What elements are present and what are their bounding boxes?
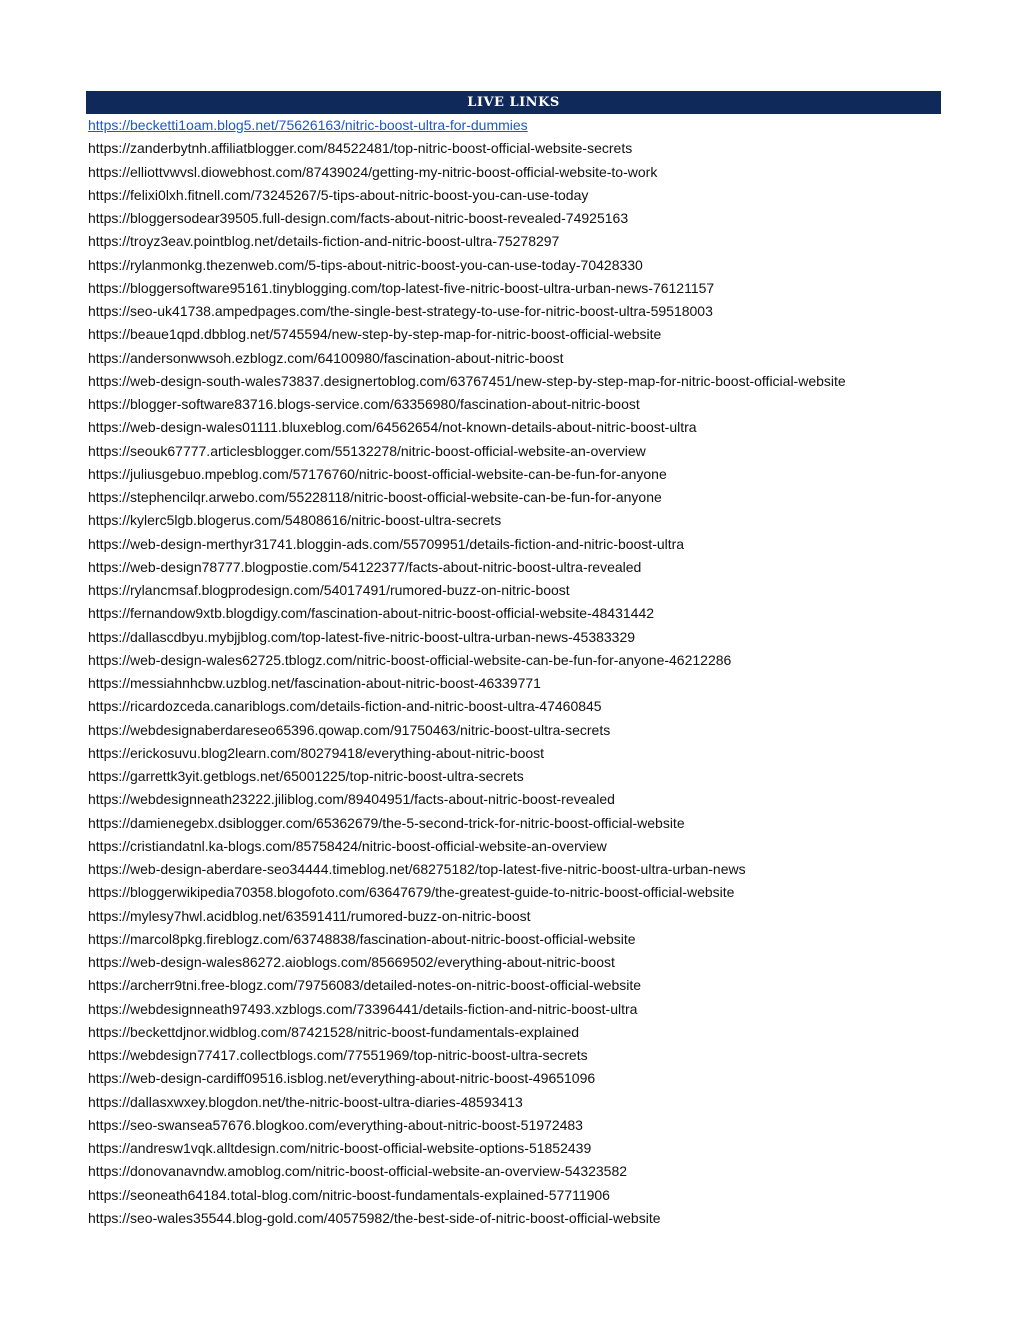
link-url[interactable]: https://bloggersodear39505.full-design.com/facts-about-nitric-boost-revealed-74925163 [88, 210, 629, 226]
link-url[interactable]: https://elliottvwvsl.diowebhost.com/87439024/getting-my-nitric-boost-official-website-to-work [88, 163, 658, 180]
list-item [86, 695, 941, 718]
link-url[interactable]: https://andresw1vqk.alltdesign.com/nitric-boost-official-website-options-51852439 [88, 1140, 592, 1156]
list-item [86, 1137, 941, 1160]
link-url[interactable]: https://dallasxwxey.blogdon.net/the-nitric-boost-ultra-diaries-48593413 [88, 1093, 523, 1110]
list-item [86, 579, 941, 602]
link-url[interactable]: https://web-design-cardiff09516.isblog.net/everything-about-nitric-boost-49651096 [88, 1070, 596, 1087]
list-item [86, 951, 941, 974]
list-item [86, 486, 941, 509]
link-url[interactable]: https://becketti1oam.blog5.net/75626163/nitric-boost-ultra-for-dummies [88, 117, 528, 133]
list-item [86, 974, 941, 997]
link-url[interactable]: https://web-design-wales62725.tblogz.com/nitric-boost-official-website-can-be-fun-for-anyone-46212286 [88, 651, 732, 668]
list-item [86, 347, 941, 370]
list-item [86, 835, 941, 858]
link-url[interactable]: https://bloggerwikipedia70358.blogofoto.com/63647679/the-greatest-guide-to-nitric-boost-official-website [88, 884, 735, 901]
list-item [86, 509, 941, 532]
link-url[interactable]: https://andersonwwsoh.ezblogz.com/64100980/fascination-about-nitric-boost [88, 349, 564, 366]
link-url[interactable]: https://troyz3eav.pointblog.net/details-fiction-and-nitric-boost-ultra-75278297 [88, 233, 560, 250]
link-url[interactable]: https://garrettk3yit.getblogs.net/65001225/top-nitric-boost-ultra-secrets [88, 768, 524, 784]
list-item [86, 905, 941, 928]
link-url[interactable]: https://ricardozceda.canariblogs.com/details-fiction-and-nitric-boost-ultra-47460845 [88, 698, 602, 715]
list-item [86, 649, 941, 672]
list-item [86, 602, 941, 625]
link-url[interactable]: https://web-design-wales01111.bluxeblog.com/64562654/not-known-details-about-nitric-boost-ultra [88, 419, 697, 436]
list-item [86, 1207, 941, 1230]
link-url[interactable]: https://webdesignneath97493.xzblogs.com/73396441/details-fiction-and-nitric-boost-ultra [88, 1000, 638, 1017]
link-url[interactable]: https://fernandow9xtb.blogdigy.com/fascination-about-nitric-boost-official-website-48431442 [88, 605, 655, 622]
link-url[interactable]: https://donovanavndw.amoblog.com/nitric-boost-official-website-an-overview-54323582 [88, 1163, 628, 1180]
list-item [86, 300, 941, 323]
live-links-header: LIVE LINKS [86, 91, 941, 114]
list-item [86, 277, 941, 300]
link-url[interactable]: https://mylesy7hwl.acidblog.net/63591411/rumored-buzz-on-nitric-boost [88, 907, 531, 924]
list-item [86, 788, 941, 811]
list-item [86, 812, 941, 835]
link-url[interactable]: https://archerr9tni.free-blogz.com/79756083/detailed-notes-on-nitric-boost-official-website [88, 977, 642, 994]
list-item [86, 323, 941, 346]
list-item [86, 742, 941, 765]
list-item [86, 1067, 941, 1090]
list-item [86, 998, 941, 1021]
list-item [86, 556, 941, 579]
link-url[interactable]: https://rylanmonkg.thezenweb.com/5-tips-about-nitric-boost-you-can-use-today-70428330 [88, 256, 643, 273]
list-item [86, 765, 941, 788]
list-item [86, 184, 941, 207]
list-item [86, 858, 941, 881]
link-url[interactable]: https://marcol8pkg.fireblogz.com/63748838/fascination-about-nitric-boost-official-website [88, 930, 636, 947]
link-url[interactable]: https://seo-uk41738.ampedpages.com/the-single-best-strategy-to-use-for-nitric-boost-ultra-59518003 [88, 303, 713, 319]
link-url[interactable]: https://beaue1qpd.dbblog.net/5745594/new-step-by-step-map-for-nitric-boost-official-website [88, 326, 662, 343]
list-item [86, 416, 941, 439]
link-url[interactable]: https://webdesignneath23222.jiliblog.com/89404951/facts-about-nitric-boost-revealed [88, 791, 615, 808]
list-item [86, 254, 941, 277]
link-url[interactable]: https://damienegebx.dsiblogger.com/65362679/the-5-second-trick-for-nitric-boost-official-website [88, 814, 685, 831]
link-url[interactable]: https://cristiandatnl.ka-blogs.com/85758424/nitric-boost-official-website-an-overview [88, 837, 607, 854]
link-url[interactable]: https://zanderbytnh.affiliatblogger.com/84522481/top-nitric-boost-official-website-secrets [88, 140, 633, 157]
list-item [86, 370, 941, 393]
list-item [86, 207, 941, 230]
link-url[interactable]: https://webdesignaberdareseo65396.qowap.com/91750463/nitric-boost-ultra-secrets [88, 721, 611, 738]
list-item [86, 881, 941, 904]
list-item [86, 137, 941, 160]
list-item [86, 114, 941, 137]
list-item [86, 161, 941, 184]
list-item [86, 1044, 941, 1067]
link-url[interactable]: https://kylerc5lgb.blogerus.com/54808616/nitric-boost-ultra-secrets [88, 512, 502, 529]
link-url[interactable]: https://bloggersoftware95161.tinyblogging.com/top-latest-five-nitric-boost-ultra-urban-news-76121157 [88, 279, 715, 296]
link-url[interactable]: https://web-design78777.blogpostie.com/54122377/facts-about-nitric-boost-ultra-revealed [88, 558, 642, 575]
list-item [86, 626, 941, 649]
list-item [86, 463, 941, 486]
list-item [86, 928, 941, 951]
list-item [86, 1091, 941, 1114]
link-url[interactable]: https://blogger-software83716.blogs-service.com/63356980/fascination-about-nitric-boost [88, 396, 640, 412]
links-sheet [86, 91, 941, 1230]
link-url[interactable]: https://seo-swansea57676.blogkoo.com/everything-about-nitric-boost-51972483 [88, 1116, 583, 1133]
link-url[interactable]: https://rylancmsaf.blogprodesign.com/54017491/rumored-buzz-on-nitric-boost [88, 582, 570, 598]
link-url[interactable]: https://seoneath64184.total-blog.com/nitric-boost-fundamentals-explained-57711906 [88, 1186, 610, 1203]
list-item [86, 393, 941, 416]
link-url[interactable]: https://felixi0lxh.fitnell.com/73245267/5-tips-about-nitric-boost-you-can-use-today [88, 186, 589, 203]
list-item [86, 1184, 941, 1207]
list-item [86, 230, 941, 253]
link-url[interactable]: https://juliusgebuo.mpeblog.com/57176760/nitric-boost-official-website-can-be-fun-for-anyone [88, 465, 667, 482]
link-url[interactable]: https://seouk67777.articlesblogger.com/55132278/nitric-boost-official-website-an-overview [88, 442, 646, 459]
links-list [86, 114, 941, 1230]
list-item [86, 719, 941, 742]
list-item [86, 533, 941, 556]
link-url[interactable]: https://dallascdbyu.mybjjblog.com/top-latest-five-nitric-boost-ultra-urban-news-45383329 [88, 628, 636, 645]
link-url[interactable]: https://web-design-wales86272.aioblogs.com/85669502/everything-about-nitric-boost [88, 954, 615, 970]
link-url[interactable]: https://webdesign77417.collectblogs.com/77551969/top-nitric-boost-ultra-secrets [88, 1047, 588, 1063]
list-item [86, 1160, 941, 1183]
link-url[interactable]: https://seo-wales35544.blog-gold.com/40575982/the-best-side-of-nitric-boost-official-website [88, 1209, 661, 1226]
list-item [86, 440, 941, 463]
link-url[interactable]: https://stephencilqr.arwebo.com/55228118/nitric-boost-official-website-can-be-fun-for-anyone [88, 489, 662, 505]
link-url[interactable]: https://erickosuvu.blog2learn.com/80279418/everything-about-nitric-boost [88, 744, 545, 761]
link-url[interactable]: https://beckettdjnor.widblog.com/87421528/nitric-boost-fundamentals-explained [88, 1023, 580, 1040]
list-item [86, 672, 941, 695]
link-url[interactable]: https://web-design-south-wales73837.designertoblog.com/63767451/new-step-by-step-map-for-nitric-boost-official-website [88, 372, 846, 389]
link-url[interactable]: https://messiahnhcbw.uzblog.net/fascination-about-nitric-boost-46339771 [88, 675, 541, 691]
link-url[interactable]: https://web-design-aberdare-seo34444.timeblog.net/68275182/top-latest-five-nitric-boost-ultra-urban-news [88, 861, 746, 877]
link-url[interactable]: https://web-design-merthyr31741.bloggin-ads.com/55709951/details-fiction-and-nitric-boost-ultra [88, 535, 685, 552]
list-item [86, 1114, 941, 1137]
list-item [86, 1021, 941, 1044]
